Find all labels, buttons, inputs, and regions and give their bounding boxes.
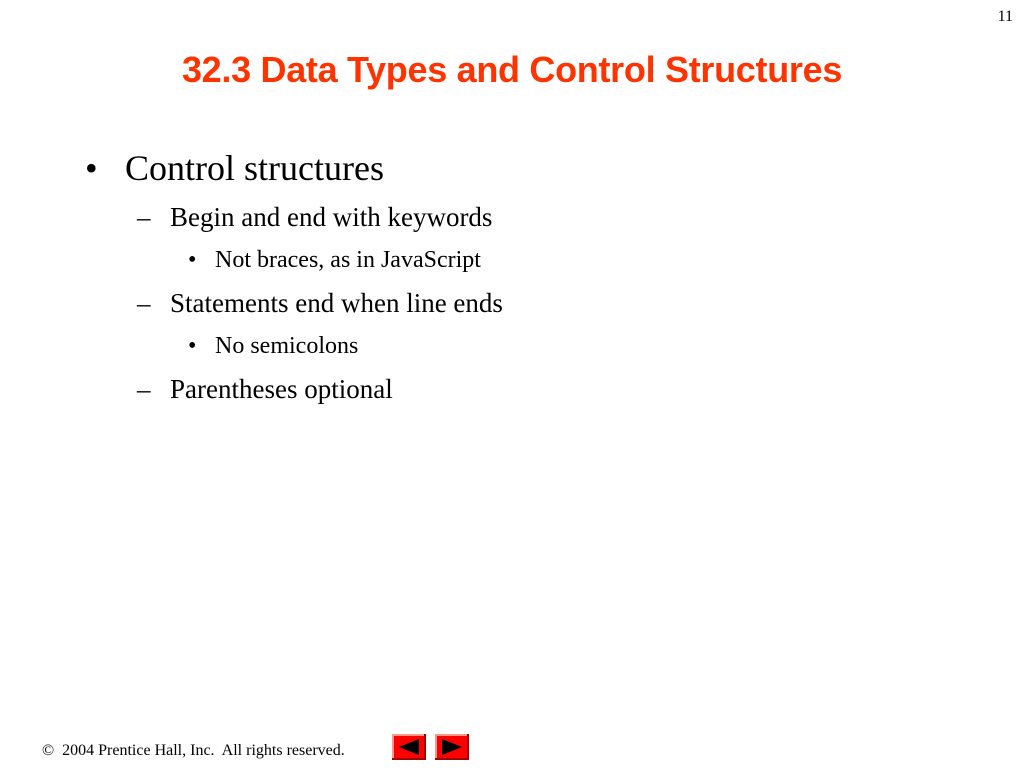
detail-bullet-no-semicolons — [188, 332, 359, 360]
bullet-text: Control structures — [125, 148, 384, 188]
next-slide-button[interactable] — [435, 734, 469, 760]
sub-bullet-text: Parentheses optional — [170, 374, 393, 404]
right-arrow-icon — [435, 734, 469, 760]
footer-copyright: © 2004 Prentice Hall, Inc. All rights reserved. — [42, 742, 345, 759]
left-arrow-icon — [392, 734, 426, 760]
sub-bullet-text: Begin and end with keywords — [170, 202, 493, 232]
detail-bullet-text: No semicolons — [215, 333, 359, 359]
bullet-marker: • — [85, 148, 98, 188]
slide-title: 32.3 Data Types and Control Structures — [181, 49, 843, 90]
page-number: 11 — [997, 8, 1013, 25]
sub-bullet-begin-end — [137, 201, 493, 233]
sub-bullet-text: Statements end when line ends — [170, 288, 503, 318]
sub-bullet-statements-end — [137, 287, 503, 319]
detail-bullet-text: Not braces, as in JavaScript — [215, 247, 481, 273]
previous-slide-button[interactable] — [392, 734, 426, 760]
bullet-marker: • — [188, 247, 197, 273]
dash-marker: – — [137, 374, 151, 404]
dash-marker: – — [137, 202, 151, 232]
bullet-control-structures — [85, 148, 384, 188]
bullet-marker: • — [188, 333, 197, 359]
detail-bullet-not-braces — [188, 246, 481, 274]
sub-bullet-parentheses — [137, 373, 393, 405]
dash-marker: – — [137, 288, 151, 318]
